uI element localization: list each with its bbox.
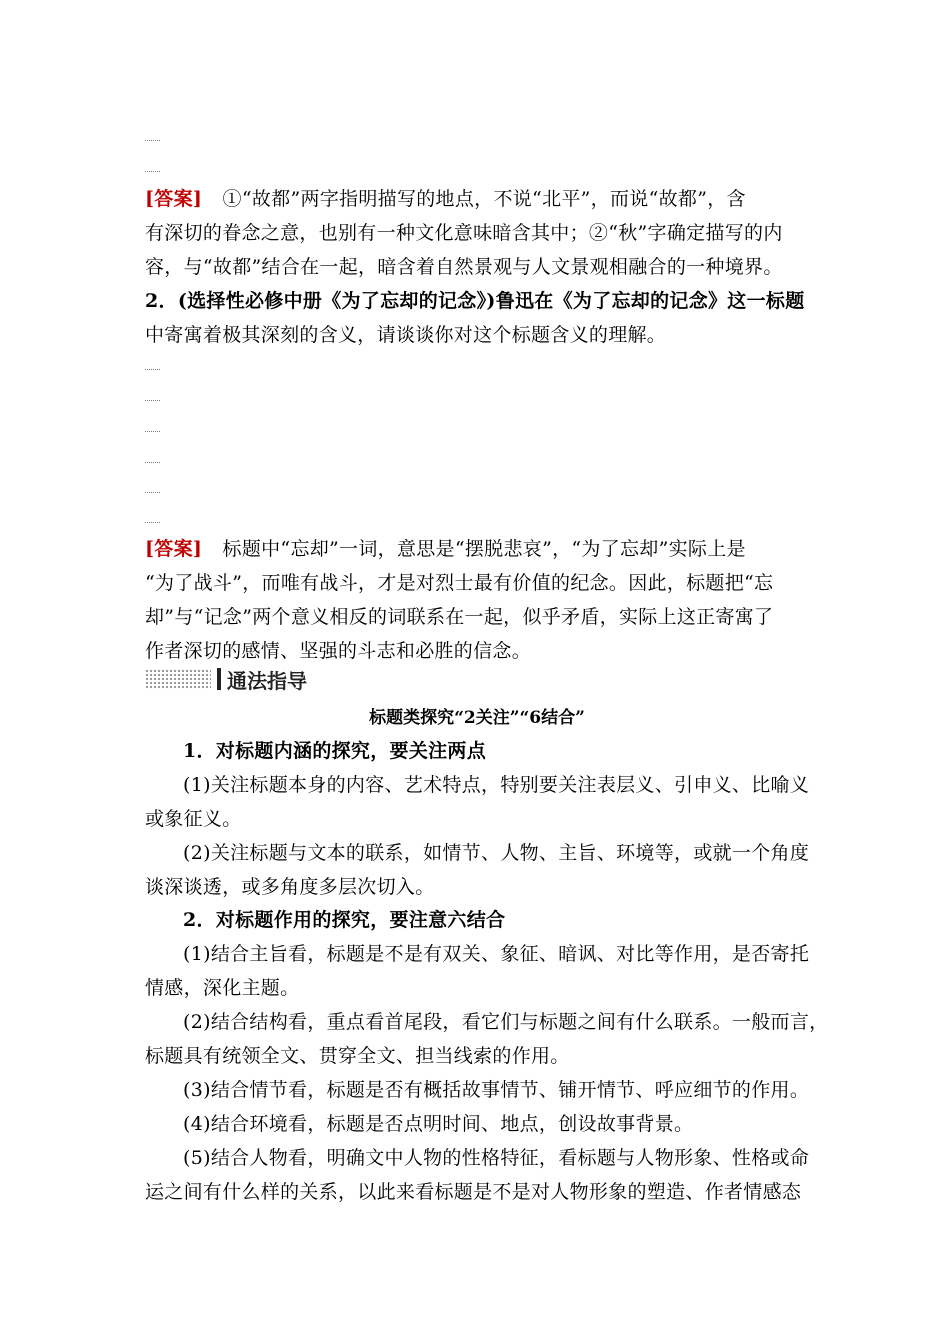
q2-line-2: 中寄寓着极其深刻的含义，请谈谈你对这个标题含义的理解。 [145,324,667,346]
q2-answer-line-2: “为了战斗”，而唯有战斗，才是对烈士最有价值的纪念。因此，标题把“忘 [145,572,774,594]
guide-paragraph: (3)结合情节看，标题是否有概括故事情节、铺开情节、呼应细节的作用。 [183,1079,810,1101]
answer-blank-line [145,522,160,523]
guide-paragraph: 或象征义。 [145,808,242,830]
q2-answer-line-4: 作者深切的感情、坚强的斗志和必胜的信念。 [145,640,532,662]
answer-blank-line [145,171,160,172]
q2-line-1: 2．(选择性必修中册《为了忘却的记念》)鲁迅在《为了忘却的记念》这一标题 [145,290,805,312]
answer-blank-line [145,140,160,141]
q1-answer-line-3: 容，与“故都”结合在一起，暗含着自然景观与人文景观相融合的一种境界。 [145,256,783,278]
guide-paragraph: (1)结合主旨看，标题是不是有双关、象征、暗讽、对比等作用，是否寄托 [183,943,810,965]
guide-heading-2: 2．对标题作用的探究，要注意六结合 [183,909,506,931]
guide-paragraph: 谈深谈透，或多角度多层次切入。 [145,876,435,898]
answer-blank-line [145,400,160,401]
q2-answer-line-1 [145,532,746,566]
answer-label: [答案] [145,188,203,210]
q1-answer-line-2: 有深切的眷念之意，也别有一种文化意味暗含其中；②“秋”字确定描写的内 [145,222,783,244]
guide-heading-1: 1．对标题内涵的探究，要关注两点 [183,740,487,762]
answer-text: ①“故都”两字指明描写的地点，不说“北平”，而说“故都”，含 [222,188,746,210]
answer-blank-line [145,492,160,493]
guide-paragraph: 运之间有什么样的关系，以此来看标题是不是对人物形象的塑造、作者情感态 [145,1181,802,1203]
decorative-pattern [145,669,211,689]
answer-text: 标题中“忘却”一词，意思是“摆脱悲哀”，“为了忘却”实际上是 [222,538,746,560]
answer-blank-line [145,431,160,432]
guide-subtitle: 标题类探究“2关注”“6结合” [369,708,585,728]
answer-label: [答案] [145,538,203,560]
answer-blank-line [145,369,160,370]
q1-answer-line-1 [145,182,746,216]
guide-paragraph: (2)关注标题与文本的联系，如情节、人物、主旨、环境等，或就一个角度 [183,842,810,864]
header-bar [217,668,221,690]
guide-paragraph: 情感，深化主题。 [145,977,300,999]
guide-paragraph: 标题具有统领全文、贯穿全文、担当线索的作用。 [145,1045,570,1067]
section-title: 通法指导 [227,668,307,693]
guide-paragraph: (4)结合环境看，标题是否点明时间、地点，创设故事背景。 [183,1113,694,1135]
guide-paragraph: (1)关注标题本身的内容、艺术特点，特别要关注表层义、引申义、比喻义 [183,774,810,796]
guide-paragraph: (5)结合人物看，明确文中人物的性格特征，看标题与人物形象、性格或命 [183,1147,810,1169]
guide-paragraph: (2)结合结构看，重点看首尾段，看它们与标题之间有什么联系。一般而言， [183,1011,829,1033]
section-header [145,666,307,692]
q2-answer-line-3: 却”与“记念”两个意义相反的词联系在一起，似乎矛盾，实际上这正寄寓了 [145,606,774,628]
answer-blank-line [145,462,160,463]
